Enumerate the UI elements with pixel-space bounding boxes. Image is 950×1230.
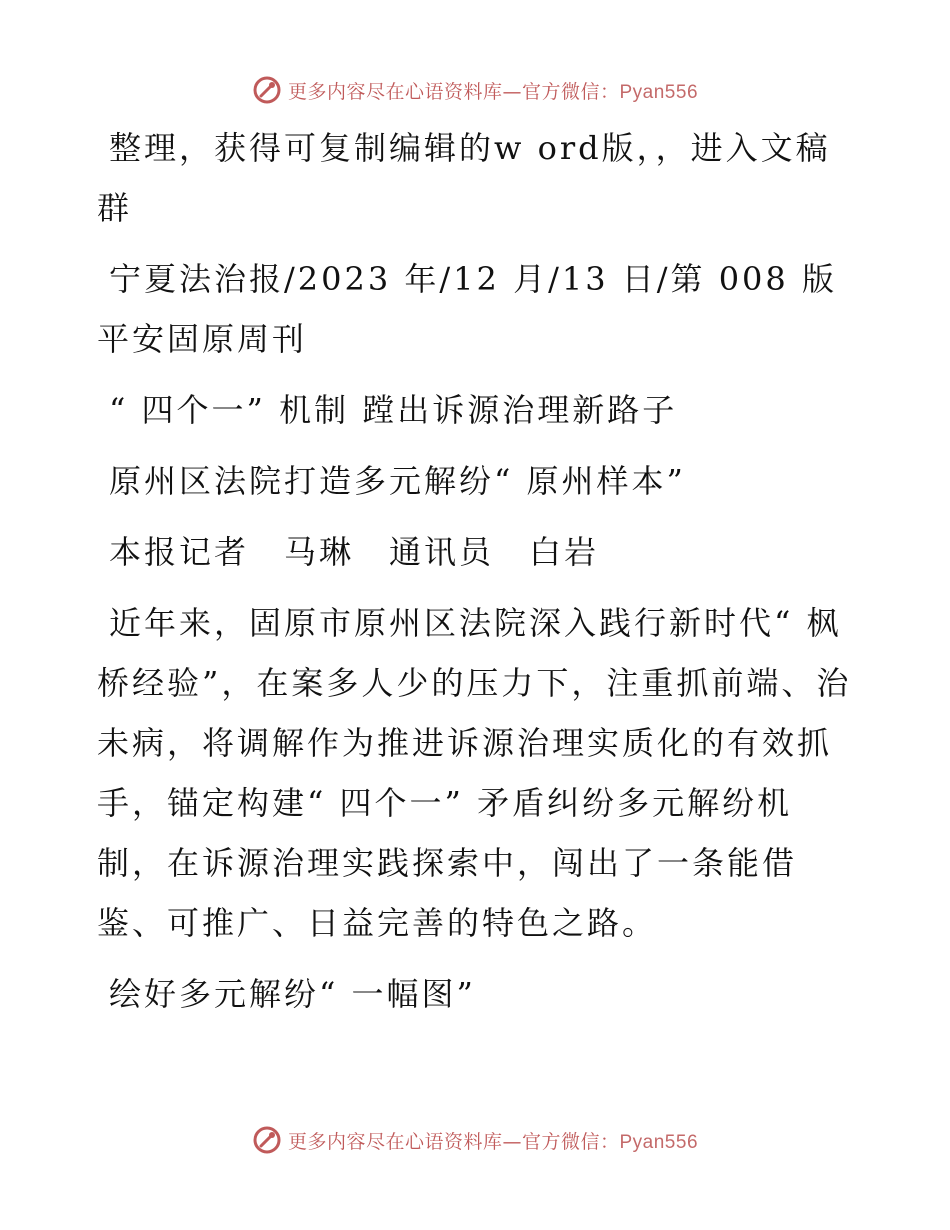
brush-seal-icon [252, 75, 282, 105]
watermark-account: Pyan556 [619, 1131, 699, 1153]
byline: 本报记者 马琳 通讯员 白岩 [109, 533, 600, 571]
watermark-text: 更多内容尽在心语资料库—官方微信：Pyan556 [287, 80, 699, 103]
document-body [97, 118, 857, 1035]
footer-watermark [0, 1120, 950, 1160]
brush-seal-icon [252, 1125, 282, 1155]
article-subtitle: 原州区法院打造多元解纷“ 原州样本” [109, 462, 686, 500]
note-paragraph: 整理，获得可复制编辑的w ord版，，进入文稿群 [97, 129, 831, 227]
article-title: “ 四个一” 机制 蹚出诉源治理新路子 [109, 391, 678, 429]
watermark-text: 更多内容尽在心语资料库—官方微信：Pyan556 [287, 1130, 699, 1153]
section-heading: 绘好多元解纷“ 一幅图” [109, 975, 476, 1013]
watermark-account: Pyan556 [619, 81, 699, 103]
header-watermark [0, 70, 950, 110]
source-line: 宁夏法治报/2023 年/12 月/13 日/第 008 版平安固原周刊 [97, 260, 837, 358]
body-paragraph: 近年来，固原市原州区法院深入践行新时代“ 枫桥经验”，在案多人少的压力下，注重抓前端、治未病，将调解作为推进诉源治理实质化的有效抓手，锚定构建“ 四个一” 矛盾纠纷多元解纷机制，在诉源治理实践探索中，闯出了一条能借鉴、可推广、日益完善的特色之路。 [97, 604, 852, 942]
